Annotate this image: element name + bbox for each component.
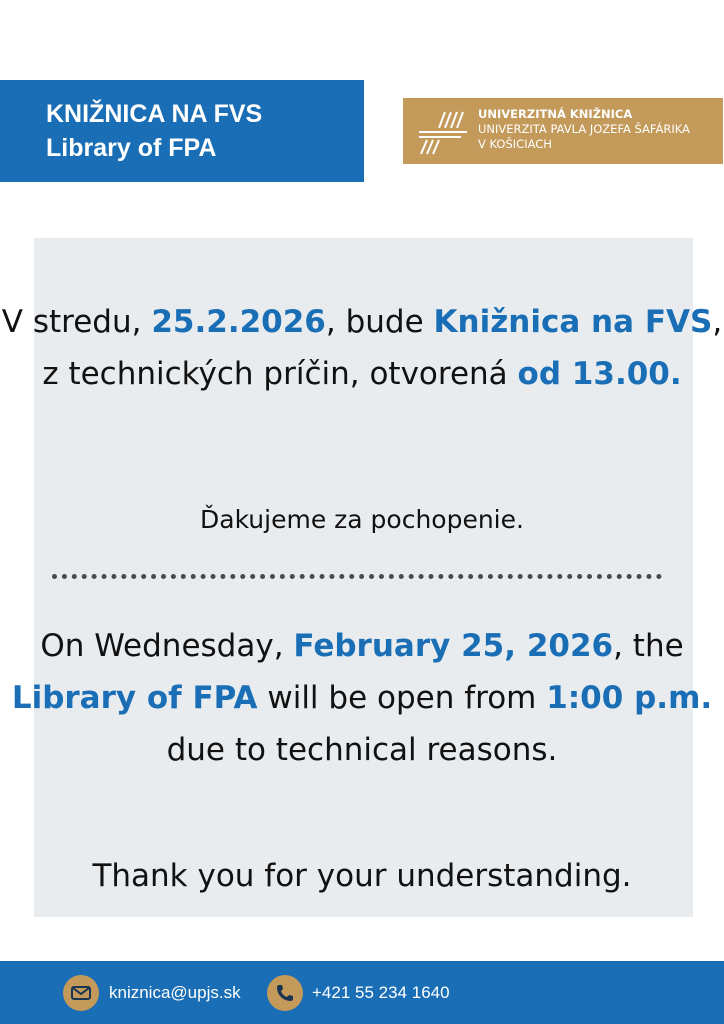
library-logo-mark-icon [415, 106, 469, 156]
email-link[interactable]: kniznica@upjs.sk [109, 983, 241, 1002]
phone-icon [267, 975, 303, 1011]
notice-en-time: 1:00 p.m. [546, 680, 713, 716]
notice-en-text2: , the [613, 628, 684, 664]
footer-contact-bar [0, 961, 724, 1024]
notice-en-date: February 25, 2026 [293, 628, 614, 664]
notice-en [0, 620, 724, 776]
header-title-sk: KNIŽNICA NA FVS [46, 100, 263, 128]
envelope-icon [63, 975, 99, 1011]
notice-en-text3: will be open from [257, 680, 547, 716]
dotted-divider [52, 574, 662, 579]
notice-sk-library: Knižnica na FVS [433, 304, 713, 340]
logo-text [478, 107, 690, 152]
notice-en-library: Library of FPA [11, 680, 258, 716]
notice-sk-text1: V stredu, [1, 304, 152, 340]
logo-line3: V KOŠICIACH [478, 137, 552, 151]
notice-sk [0, 296, 724, 400]
header-title-en: Library of FPA [46, 134, 217, 162]
notice-sk-text2: , bude [325, 304, 434, 340]
notice-en-text4: due to technical reasons. [166, 732, 558, 768]
logo-line1: UNIVERZITNÁ KNIŽNICA [478, 107, 633, 121]
thanks-sk: Ďakujeme za pochopenie. [200, 505, 524, 534]
logo-line2: UNIVERZITA PAVLA JOZEFA ŠAFÁRIKA [478, 122, 690, 136]
notice-en-text1: On Wednesday, [40, 628, 294, 664]
phone-link[interactable]: +421 55 234 1640 [312, 983, 450, 1002]
notice-sk-text3: , z technických príčin, otvorená [42, 304, 723, 392]
header-title-block [0, 80, 364, 182]
thanks-en: Thank you for your understanding. [92, 858, 632, 894]
university-library-logo [403, 98, 723, 164]
notice-sk-time: od 13.00. [517, 356, 682, 392]
notice-sk-date: 25.2.2026 [151, 304, 326, 340]
